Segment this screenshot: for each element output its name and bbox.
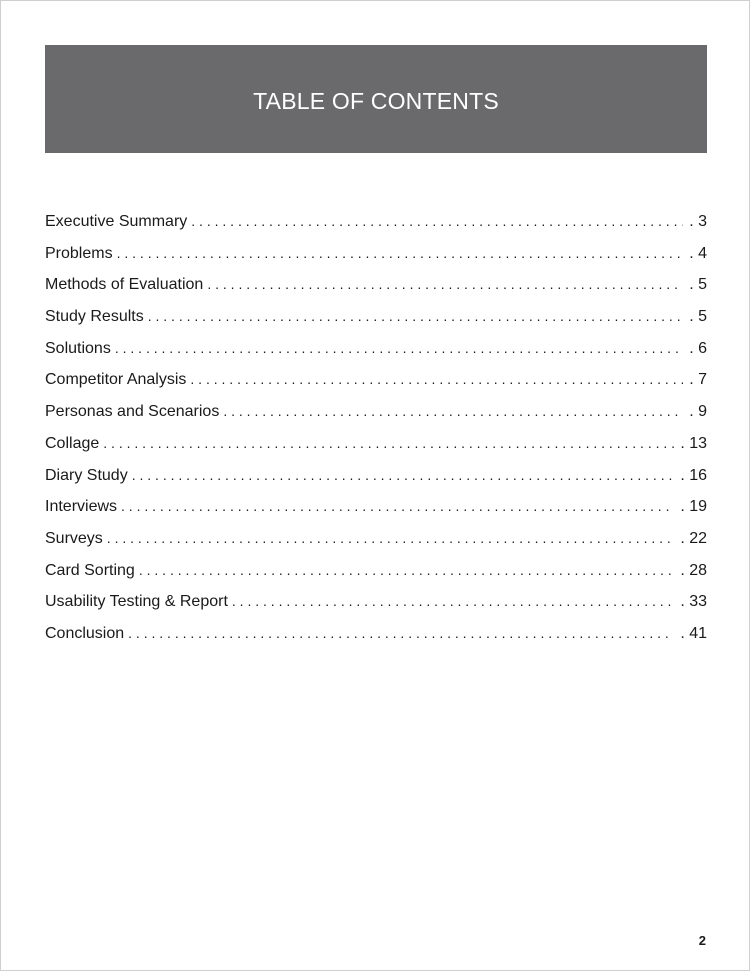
toc-entry[interactable] [45,371,707,403]
page-number: 2 [698,933,706,948]
toc-dot-leader [191,213,683,229]
toc-entry-label: Interviews [45,498,118,516]
toc-dot-leader [139,562,674,578]
toc-entry[interactable] [45,530,707,562]
toc-entry-page: . 16 [680,466,707,484]
toc-entry-page: . 19 [680,498,707,516]
toc-entry-page: . 9 [689,403,707,421]
toc-entry-page: . 4 [689,244,707,262]
toc-entry-page: . 5 [689,308,707,326]
toc-entry-label: Study Results [45,308,144,326]
toc-entry[interactable] [45,562,707,594]
toc-entry[interactable] [45,245,707,277]
toc-dot-leader [207,276,683,292]
table-of-contents [45,213,707,657]
toc-entry[interactable] [45,213,707,245]
toc-dot-leader [190,371,683,387]
toc-dot-leader [107,530,675,546]
toc-entry[interactable] [45,435,707,467]
toc-entry[interactable] [45,467,707,499]
toc-dot-leader [103,435,674,451]
toc-entry-label: Executive Summary [45,213,188,230]
toc-entry-page: . 5 [689,276,707,294]
toc-entry[interactable] [45,403,707,435]
toc-dot-leader [121,498,674,514]
toc-entry-label: Methods of Evaluation [45,276,204,294]
toc-entry-page: . 13 [680,434,707,452]
toc-entry[interactable] [45,593,707,625]
toc-entry-label: Conclusion [45,624,125,642]
toc-entry-page: . 6 [689,339,707,357]
toc-entry-label: Diary Study [45,466,128,484]
page-title: TABLE OF CONTENTS [253,87,499,114]
toc-entry-label: Card Sorting [45,561,135,579]
toc-entry-page: . 28 [680,561,707,579]
toc-dot-leader [232,593,674,609]
toc-dot-leader [128,625,674,641]
toc-entry-label: Collage [45,434,100,452]
toc-entry[interactable] [45,625,707,657]
toc-dot-leader [115,340,683,356]
toc-entry[interactable] [45,276,707,308]
toc-dot-leader [132,467,675,483]
toc-dot-leader [148,308,683,324]
toc-entry-label: Solutions [45,339,111,357]
toc-entry-page: . 33 [680,593,707,611]
toc-entry-label: Surveys [45,529,103,547]
toc-entry-page: . 41 [680,624,707,642]
toc-dot-leader [117,245,684,261]
toc-dot-leader [223,403,683,419]
toc-entry[interactable] [45,498,707,530]
toc-entry[interactable] [45,340,707,372]
toc-entry-label: Competitor Analysis [45,371,187,389]
toc-entry-page: . 3 [689,213,707,230]
toc-entry-label: Usability Testing & Report [45,593,228,611]
toc-entry-page: . 22 [680,529,707,547]
toc-entry-label: Personas and Scenarios [45,403,220,421]
title-banner [45,45,707,153]
toc-entry-page: . 7 [689,371,707,389]
toc-entry-label: Problems [45,244,113,262]
toc-entry[interactable] [45,308,707,340]
